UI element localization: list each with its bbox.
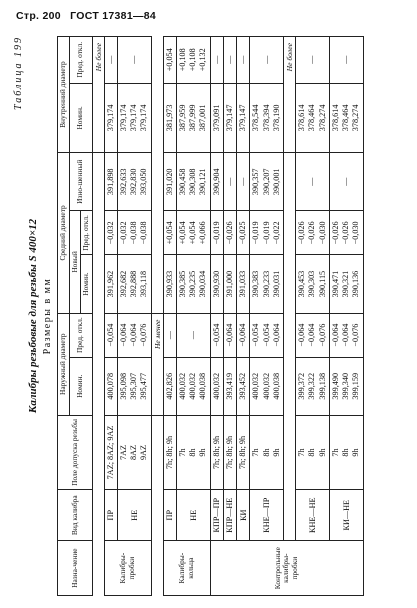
col-outer-nom: Номин.	[69, 357, 92, 415]
group-control: Контрольные калибры-пробки	[210, 541, 363, 596]
col-inner: Внутренний диаметр	[58, 37, 70, 153]
standard-number: ГОСТ 17381—84	[70, 10, 157, 22]
table-row: КИ 7h; 8h; 9h 393,452 −0,064 391,033 −0,025 — 379,147 —	[237, 37, 250, 596]
gauge-table	[57, 36, 364, 596]
note-ne-bolee: Не более	[92, 37, 104, 153]
col-inner-nom: Номин.	[69, 83, 92, 153]
col-inner-dev: Пред. откл.	[69, 37, 92, 84]
col-outer: Наружный диаметр	[58, 313, 70, 415]
page-header	[16, 10, 162, 22]
group-koltsa: Калибры-кольца	[163, 541, 210, 596]
table-row: Калибры-пробки ПР 7AZ; 8AZ; 9AZ 400,078 −0,054 391,962 −0,032 391,898 379,174 —	[104, 37, 117, 596]
note-ne-menee: Не менее	[151, 313, 163, 415]
col-new: Новый	[69, 211, 81, 313]
units-caption: Размеры в мм	[42, 277, 53, 355]
col-worn: Изно-шенный	[69, 153, 92, 211]
table-row: КИ—НЕ 7h 8h 9h 399,490 399,340 399,159 −0,064 −0,064 −0,076 390,471 390,321 390,136 −0,026 −0,026 −0,030 — 378,614 378,464 378,274 —	[329, 37, 363, 596]
col-field: Поле допуска резьбы	[58, 415, 93, 489]
col-kind: Вид калибра	[58, 490, 93, 541]
col-outer-dev: Пред. откл.	[69, 313, 92, 357]
note-row	[151, 37, 163, 596]
table-title: Калибры резьбовые для резьбы S 400×12	[27, 218, 39, 414]
table-row: Калибры-кольца ПР 7h; 8h; 9h 402,826 — 390,933 +0,054 391,020 381,973 +0,054	[163, 37, 176, 596]
note-row	[92, 37, 104, 596]
note-row	[284, 37, 296, 596]
table-label: Таблица 199	[13, 36, 24, 110]
group-probki: Калибры-пробки	[104, 541, 151, 596]
col-mid-dev: Пред. откл.	[81, 211, 93, 255]
col-middle: Средний диаметр	[58, 153, 70, 313]
table-row: НЕ 7h 8h 9h 400,032 400,032 400,038 — 390,385 390,235 390,034 +0,054 +0,054 +0,066 390,458 390,308 390,121 387,959 387,999 387,001 +0,108 +0,108 +0,132	[176, 37, 210, 596]
page-number: Стр. 200	[16, 10, 61, 22]
col-mid-nom: Номин.	[81, 255, 93, 313]
table-row: КПР—НЕ 7h; 8h; 9h 393,419 −0,064 391,000 −0,026 — 379,147 —	[223, 37, 236, 596]
table-row: КНЕ—НЕ 7h 8h 9h 399,372 399,322 399,138 −0,064 −0,064 −0,076 390,453 390,303 390,115 −0,026 −0,026 −0,030 — 378,614 378,464 378,274 —	[296, 37, 330, 596]
table-row: НЕ 7AZ 8AZ 9AZ 395,098 395,307 395,477 −0,064 −0,064 −0,076 392,682 392,888 393,118 −0,032 −0,038 −0,038 392,633 392,830 393,050 379,174 379,174 379,174 —	[117, 37, 151, 596]
note-ne-bolee-2: Не более	[284, 37, 296, 153]
table-row: КНЕ—ПР 7h 8h 9h 400,032 400,032 400,038 −0,054 −0,054 −0,064 390,383 390,233 390,031 −0,019 −0,019 −0,022 390,357 390,207 390,001 378,544 378,394 378,190 —	[250, 37, 284, 596]
rotated-table-block	[13, 36, 403, 596]
col-purpose: Назна-чение	[58, 541, 93, 596]
table-row: Контрольные калибры-пробки КПР—ПР 7h; 8h; 9h 400,032 −0,054 390,930 −0,019 390,904 379,091 —	[210, 37, 223, 596]
